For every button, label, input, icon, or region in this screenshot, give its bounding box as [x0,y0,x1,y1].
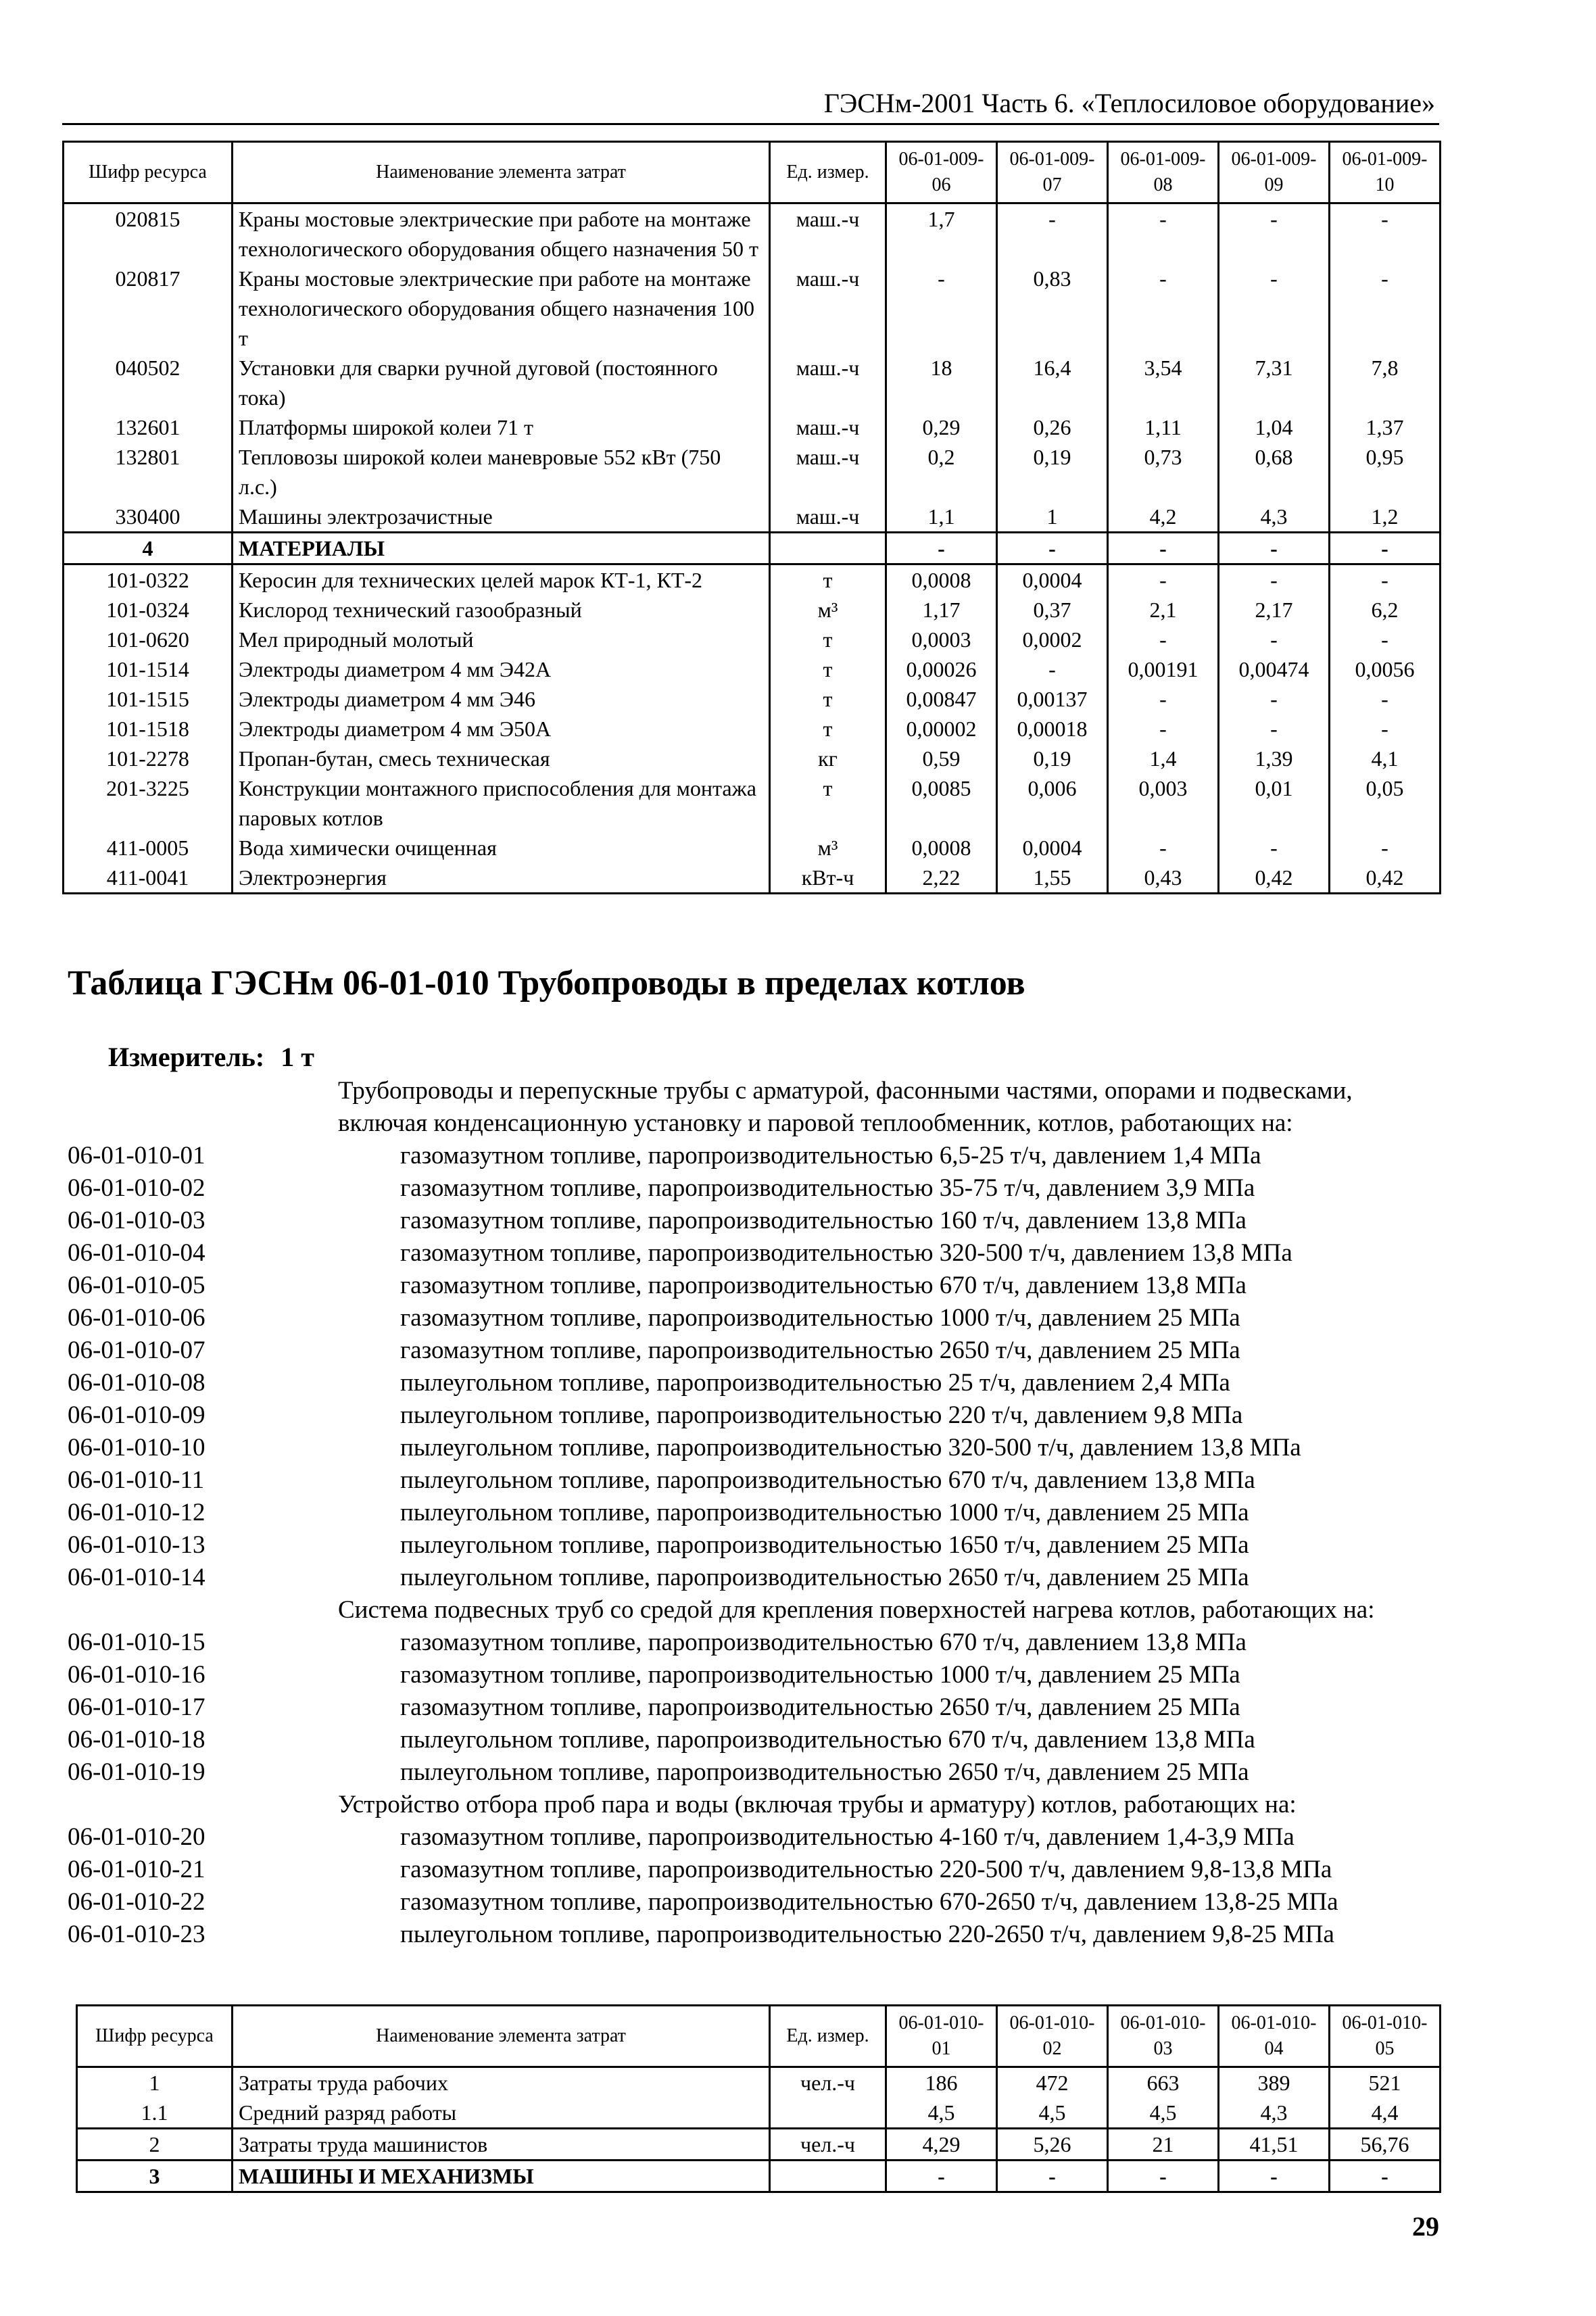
table-row [64,502,1441,533]
spec-code: 06-01-010-07 [68,1336,205,1364]
table-row [77,2098,1441,2129]
table-header-row [64,142,1441,203]
col-header: 06-01-010-01 [886,2006,997,2067]
resource-name: Электроэнергия [233,863,770,894]
norm-value: 663 [1108,2067,1219,2098]
norm-value: 0,01 [1219,773,1330,833]
norm-value: 0,00191 [1108,654,1219,684]
spec-text: газомазутном топливе, паропроизводительностью 670-2650 т/ч, давлением 13,8-25 МПа [400,1888,1338,1916]
spec-code: 06-01-010-23 [68,1921,205,1948]
norm-value: 4,5 [1108,2098,1219,2129]
norm-value: 0,0004 [997,564,1108,596]
spec-item [68,1399,1440,1432]
norm-value: 4,1 [1330,744,1441,773]
norm-value: 1,4 [1108,744,1219,773]
spec-text: пылеугольном топливе, паропроизводительностью 670 т/ч, давлением 13,8 МПа [400,1726,1255,1754]
unit-of-measure: т [770,564,886,596]
resource-code: 1.1 [77,2098,233,2129]
spec-code: 06-01-010-06 [68,1304,205,1332]
norm-value: 1,04 [1219,412,1330,442]
resource-code: 411-0041 [64,863,233,894]
norm-value: 5,26 [997,2129,1108,2161]
spec-code [68,1789,338,1821]
spec-text: Устройство отбора проб пара и воды (включая трубы и арматуру) котлов, работающих на: [338,1791,1297,1818]
spec-text: Система подвесных труб со средой для крепления поверхностей нагрева котлов, работающих на: [338,1596,1375,1624]
resource-code: 4 [64,533,233,564]
spec-group-heading [68,1594,1440,1626]
unit-of-measure: т [770,654,886,684]
norm-value: 0,29 [886,412,997,442]
norm-value: 0,00847 [886,684,997,714]
norm-value: 0,0008 [886,833,997,863]
unit-of-measure: маш.-ч [770,203,886,264]
resource-code: 101-1518 [64,714,233,744]
norm-value: - [1108,714,1219,744]
spec-code: 06-01-010-14 [68,1564,205,1591]
col-header: 06-01-009-06 [886,142,997,203]
norm-value: - [1108,833,1219,863]
unit-of-measure: чел.-ч [770,2129,886,2161]
norm-value: 4,3 [1219,502,1330,533]
norm-value: 186 [886,2067,997,2098]
meter [108,1041,314,1073]
norm-value: - [1219,625,1330,654]
col-header: 06-01-009-07 [997,142,1108,203]
spec-text: газомазутном топливе, паропроизводительностью 160 т/ч, давлением 13,8 МПа [400,1207,1247,1234]
table-row [64,353,1441,412]
norm-value: - [1330,2161,1441,2192]
norm-value: 0,006 [997,773,1108,833]
norm-value: 0,0004 [997,833,1108,863]
spec-code [68,1075,338,1140]
norm-value: 1 [997,502,1108,533]
resource-name: Электроды диаметром 4 мм Э46 [233,684,770,714]
resource-table-010 [76,2004,1441,2193]
norm-value: 0,43 [1108,863,1219,894]
spec-item [68,1691,1440,1724]
norm-value: 2,22 [886,863,997,894]
norm-value: 6,2 [1330,595,1441,625]
resource-name: Краны мостовые электрические при работе на монтаже технологического оборудования общего назначения 50 т [233,203,770,264]
norm-value: - [886,264,997,353]
spec-item [68,1270,1440,1302]
norm-value: 0,0002 [997,625,1108,654]
resource-name: Электроды диаметром 4 мм Э42А [233,654,770,684]
col-header: Наименование элемента затрат [233,142,770,203]
norm-value: - [1330,625,1441,654]
spec-item [68,1724,1440,1756]
resource-code: 101-0322 [64,564,233,596]
spec-code: 06-01-010-08 [68,1369,205,1397]
table-row [64,442,1441,502]
resource-name: Мел природный молотый [233,625,770,654]
table-row [64,684,1441,714]
spec-text: пылеугольном топливе, паропроизводительностью 2650 т/ч, давлением 25 МПа [400,1564,1249,1591]
norm-value: - [997,654,1108,684]
norm-value: 21 [1108,2129,1219,2161]
norm-value: 4,3 [1219,2098,1330,2129]
unit-of-measure [770,533,886,564]
norm-value: 7,31 [1219,353,1330,412]
norm-value: 0,00002 [886,714,997,744]
norm-value: - [1330,203,1441,264]
spec-text: газомазутном топливе, паропроизводительностью 6,5-25 т/ч, давлением 1,4 МПа [400,1142,1261,1169]
col-header: 06-01-010-02 [997,2006,1108,2067]
table-title: Таблица ГЭСНм 06-01-010 Трубопроводы в пределах котлов [68,964,1025,1003]
unit-of-measure: маш.-ч [770,412,886,442]
spec-code: 06-01-010-09 [68,1401,205,1429]
norm-value: 0,00018 [997,714,1108,744]
resource-name: Средний разряд работы [233,2098,770,2129]
norm-value: 1,17 [886,595,997,625]
norm-value: - [1330,564,1441,596]
spec-item [68,1854,1440,1886]
page-number: 29 [1412,2211,1439,2242]
spec-item [68,1205,1440,1237]
unit-of-measure: чел.-ч [770,2067,886,2098]
norm-value: 41,51 [1219,2129,1330,2161]
spec-text: газомазутном топливе, паропроизводительностью 670 т/ч, давлением 13,8 МПа [400,1629,1247,1656]
resource-code: 411-0005 [64,833,233,863]
col-header: 06-01-010-03 [1108,2006,1219,2067]
spec-text: пылеугольном топливе, паропроизводительностью 670 т/ч, давлением 13,8 МПа [400,1466,1255,1494]
spec-text: газомазутном топливе, паропроизводительностью 670 т/ч, давлением 13,8 МПа [400,1272,1247,1299]
unit-of-measure: кВт-ч [770,863,886,894]
norm-value: 1,7 [886,203,997,264]
col-header: 06-01-010-04 [1219,2006,1330,2067]
spec-code: 06-01-010-13 [68,1531,205,1559]
norm-value: 0,26 [997,412,1108,442]
norm-value: - [1330,533,1441,564]
unit-of-measure: т [770,714,886,744]
spec-text: газомазутном топливе, паропроизводительностью 2650 т/ч, давлением 25 МПа [400,1336,1240,1364]
norm-value: 4,29 [886,2129,997,2161]
spec-code: 06-01-010-01 [68,1142,205,1169]
norm-value: 1,11 [1108,412,1219,442]
spec-code: 06-01-010-19 [68,1758,205,1786]
resource-name: Установки для сварки ручной дуговой (постоянного тока) [233,353,770,412]
norm-value: - [1108,2161,1219,2192]
resource-code: 2 [77,2129,233,2161]
table-row [64,833,1441,863]
spec-item [68,1659,1440,1691]
spec-text: пылеугольном топливе, паропроизводительностью 320-500 т/ч, давлением 13,8 МПа [400,1434,1301,1462]
table-row [64,714,1441,744]
spec-code: 06-01-010-05 [68,1272,205,1299]
resource-code: 3 [77,2161,233,2192]
resource-name: Краны мостовые электрические при работе на монтаже технологического оборудования общего назначения 100 т [233,264,770,353]
resource-name: МАТЕРИАЛЫ [233,533,770,564]
norm-value: 0,83 [997,264,1108,353]
table-row [64,595,1441,625]
spec-item [68,1334,1440,1367]
spec-code: 06-01-010-21 [68,1856,205,1883]
norm-value: 1,55 [997,863,1108,894]
resource-name: МАШИНЫ И МЕХАНИЗМЫ [233,2161,770,2192]
norm-value: 4,4 [1330,2098,1441,2129]
norm-value: 0,05 [1330,773,1441,833]
resource-name: Тепловозы широкой колеи маневровые 552 кВт (750 л.с.) [233,442,770,502]
spec-code: 06-01-010-15 [68,1629,205,1656]
norm-value: - [1219,564,1330,596]
resource-name: Конструкции монтажного приспособления для монтажа паровых котлов [233,773,770,833]
norm-value: - [1219,203,1330,264]
norm-value: 0,73 [1108,442,1219,502]
col-header: 06-01-009-10 [1330,142,1441,203]
spec-code: 06-01-010-11 [68,1466,205,1494]
unit-of-measure [770,2098,886,2129]
resource-code: 101-2278 [64,744,233,773]
norm-value: 1,2 [1330,502,1441,533]
norm-value: - [1108,564,1219,596]
meter-value: 1 т [281,1042,314,1072]
norm-value: 4,5 [886,2098,997,2129]
spec-code: 06-01-010-20 [68,1823,205,1851]
norm-value: - [886,533,997,564]
table-row [64,773,1441,833]
spec-text: газомазутном топливе, паропроизводительностью 1000 т/ч, давлением 25 МПа [400,1304,1240,1332]
resource-code: 330400 [64,502,233,533]
resource-name: Пропан-бутан, смесь техническая [233,744,770,773]
unit-of-measure: кг [770,744,886,773]
norm-value: 0,0085 [886,773,997,833]
table-row [64,264,1441,353]
spec-item [68,1919,1440,1951]
norm-value: - [1108,264,1219,353]
table-header-row [77,2006,1441,2067]
resource-code: 101-0324 [64,595,233,625]
spec-code [68,1594,338,1626]
col-header: 06-01-009-09 [1219,142,1330,203]
resource-code: 132601 [64,412,233,442]
norm-value: - [1219,533,1330,564]
col-header: 06-01-009-08 [1108,142,1219,203]
col-header: Ед. измер. [770,2006,886,2067]
resource-code: 201-3225 [64,773,233,833]
resource-code: 101-0620 [64,625,233,654]
work-specification-list [68,1075,1440,1951]
spec-item [68,1529,1440,1562]
resource-table-009 [62,141,1441,894]
norm-value: - [1219,264,1330,353]
spec-text: газомазутном топливе, паропроизводительностью 1000 т/ч, давлением 25 МПа [400,1661,1240,1689]
norm-value: 2,1 [1108,595,1219,625]
resource-code: 1 [77,2067,233,2098]
norm-value: - [1108,684,1219,714]
norm-value: 3,54 [1108,353,1219,412]
norm-value: - [997,2161,1108,2192]
norm-value: 1,1 [886,502,997,533]
spec-code: 06-01-010-02 [68,1174,205,1202]
norm-value: - [997,203,1108,264]
spec-code: 06-01-010-04 [68,1239,205,1267]
norm-value: 4,2 [1108,502,1219,533]
spec-item [68,1172,1440,1205]
unit-of-measure: т [770,684,886,714]
unit-of-measure: маш.-ч [770,353,886,412]
norm-value: 0,00474 [1219,654,1330,684]
resource-name: Машины электрозачистные [233,502,770,533]
table-row [64,863,1441,894]
norm-value: 0,00026 [886,654,997,684]
col-header: 06-01-010-05 [1330,2006,1441,2067]
table-row [64,744,1441,773]
spec-item [68,1562,1440,1594]
spec-text: газомазутном топливе, паропроизводительностью 4-160 т/ч, давлением 1,4-3,9 МПа [400,1823,1295,1851]
spec-text: Трубопроводы и перепускные трубы с арматурой, фасонными частями, опорами и подвесками, включая конденсационную установку и паровой теплообменник, котлов, работающих на: [338,1077,1353,1137]
resource-code: 020817 [64,264,233,353]
spec-code: 06-01-010-16 [68,1661,205,1689]
norm-value: 0,42 [1330,863,1441,894]
unit-of-measure: т [770,773,886,833]
unit-of-measure: маш.-ч [770,442,886,502]
spec-item [68,1367,1440,1399]
spec-text: пылеугольном топливе, паропроизводительностью 25 т/ч, давлением 2,4 МПа [400,1369,1230,1397]
norm-value: 521 [1330,2067,1441,2098]
norm-value: 0,59 [886,744,997,773]
norm-value: 0,2 [886,442,997,502]
spec-item [68,1302,1440,1334]
norm-value: 1,39 [1219,744,1330,773]
table-row [77,2067,1441,2098]
norm-value: - [1219,684,1330,714]
norm-value: 0,0056 [1330,654,1441,684]
unit-of-measure: т [770,625,886,654]
spec-text: пылеугольном топливе, паропроизводительностью 2650 т/ч, давлением 25 МПа [400,1758,1249,1786]
norm-value: 0,68 [1219,442,1330,502]
spec-group-heading [68,1075,1440,1140]
spec-code: 06-01-010-10 [68,1434,205,1462]
meter-label: Измеритель: [108,1042,265,1072]
spec-code: 06-01-010-03 [68,1207,205,1234]
norm-value: 0,42 [1219,863,1330,894]
norm-value: - [1108,625,1219,654]
unit-of-measure: маш.-ч [770,502,886,533]
norm-value: 2,17 [1219,595,1330,625]
spec-text: газомазутном топливе, паропроизводительностью 35-75 т/ч, давлением 3,9 МПа [400,1174,1255,1202]
norm-value: 4,5 [997,2098,1108,2129]
spec-item [68,1626,1440,1659]
norm-value: 18 [886,353,997,412]
table-row [64,533,1441,564]
spec-text: газомазутном топливе, паропроизводительностью 2650 т/ч, давлением 25 МПа [400,1693,1240,1721]
norm-value: 0,0003 [886,625,997,654]
norm-value: - [1219,833,1330,863]
table-row [64,203,1441,264]
spec-item [68,1497,1440,1529]
resource-name: Платформы широкой колеи 71 т [233,412,770,442]
col-header: Ед. измер. [770,142,886,203]
table-row [77,2129,1441,2161]
norm-value: 0,19 [997,442,1108,502]
spec-item [68,1756,1440,1789]
resource-name: Керосин для технических целей марок КТ-1, КТ-2 [233,564,770,596]
norm-value: 7,8 [1330,353,1441,412]
norm-value: 1,37 [1330,412,1441,442]
table-row [64,564,1441,596]
col-header: Шифр ресурса [77,2006,233,2067]
norm-value: 0,003 [1108,773,1219,833]
resource-code: 101-1515 [64,684,233,714]
norm-value: - [1219,714,1330,744]
norm-value: 389 [1219,2067,1330,2098]
norm-value: - [1108,533,1219,564]
norm-value: 16,4 [997,353,1108,412]
spec-text: пылеугольном топливе, паропроизводительностью 1650 т/ч, давлением 25 МПа [400,1531,1249,1559]
spec-text: пылеугольном топливе, паропроизводительностью 220 т/ч, давлением 9,8 МПа [400,1401,1243,1429]
table-row [64,625,1441,654]
spec-text: пылеугольном топливе, паропроизводительностью 1000 т/ч, давлением 25 МПа [400,1499,1249,1526]
norm-value: - [1108,203,1219,264]
norm-value: - [1219,2161,1330,2192]
norm-value: 56,76 [1330,2129,1441,2161]
norm-value: 0,00137 [997,684,1108,714]
spec-text: пылеугольном топливе, паропроизводительностью 220-2650 т/ч, давлением 9,8-25 МПа [400,1921,1334,1948]
spec-text: газомазутном топливе, паропроизводительностью 320-500 т/ч, давлением 13,8 МПа [400,1239,1292,1267]
spec-group-heading [68,1789,1440,1821]
table-row [64,654,1441,684]
running-title: ГЭСНм-2001 Часть 6. «Теплосиловое оборудование» [823,88,1435,118]
norm-value: 0,19 [997,744,1108,773]
spec-item [68,1432,1440,1464]
resource-name: Вода химически очищенная [233,833,770,863]
norm-value: 0,95 [1330,442,1441,502]
unit-of-measure: маш.-ч [770,264,886,353]
col-header: Шифр ресурса [64,142,233,203]
unit-of-measure: м³ [770,833,886,863]
resource-code: 020815 [64,203,233,264]
resource-code: 132801 [64,442,233,502]
spec-item [68,1464,1440,1497]
resource-name: Затраты труда рабочих [233,2067,770,2098]
unit-of-measure: м³ [770,595,886,625]
resource-code: 040502 [64,353,233,412]
spec-item [68,1886,1440,1919]
spec-item [68,1140,1440,1172]
resource-code: 101-1514 [64,654,233,684]
resource-name: Электроды диаметром 4 мм Э50А [233,714,770,744]
resource-name: Затраты труда машинистов [233,2129,770,2161]
spec-item [68,1821,1440,1854]
col-header: Наименование элемента затрат [233,2006,770,2067]
spec-code: 06-01-010-17 [68,1693,205,1721]
norm-value: - [1330,264,1441,353]
spec-code: 06-01-010-12 [68,1499,205,1526]
spec-item [68,1237,1440,1270]
norm-value: - [1330,833,1441,863]
norm-value: - [886,2161,997,2192]
spec-code: 06-01-010-18 [68,1726,205,1754]
resource-name: Кислород технический газообразный [233,595,770,625]
spec-text: газомазутном топливе, паропроизводительностью 220-500 т/ч, давлением 9,8-13,8 МПа [400,1856,1332,1883]
norm-value: 472 [997,2067,1108,2098]
norm-value: 0,0008 [886,564,997,596]
norm-value: 0,37 [997,595,1108,625]
norm-value: - [1330,714,1441,744]
norm-value: - [997,533,1108,564]
unit-of-measure [770,2161,886,2192]
table-row [77,2161,1441,2192]
norm-value: - [1330,684,1441,714]
spec-code: 06-01-010-22 [68,1888,205,1916]
table-row [64,412,1441,442]
page-header [62,81,1439,125]
